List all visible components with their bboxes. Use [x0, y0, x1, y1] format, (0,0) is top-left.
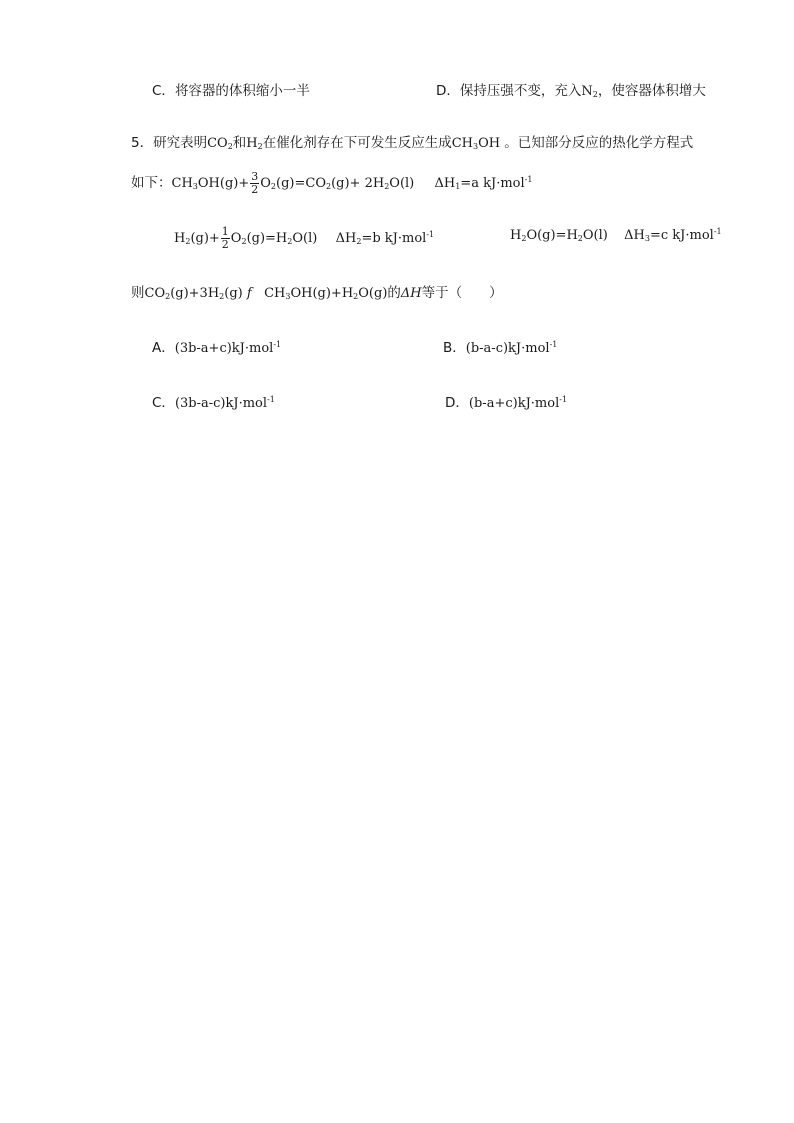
option-value: (3b-a+c)kJ·mol$^{-1}$: [174, 340, 282, 356]
option-letter: A．: [152, 340, 175, 356]
option-text: ，使容器体积增大: [597, 83, 706, 99]
stem-text: 则: [131, 285, 145, 301]
equation-2-line: [174, 226, 434, 251]
formula-h2: $H_2$: [246, 136, 263, 151]
prev-option-d: [436, 81, 706, 102]
option-text: 将容器的体积缩小一半: [174, 83, 310, 99]
equation-1: $CH_3OH(g)+$ $\frac{3}{2}$ $O_2(g)=CO_2(g)+ 2H_2O(l)$: [171, 170, 415, 196]
question-ask-line: [131, 283, 503, 304]
option-d[interactable]: [445, 393, 567, 414]
stem-text: 在催化剂存在下可发生反应生成: [262, 135, 452, 151]
option-letter: B．: [443, 340, 466, 356]
option-text: 保持压强不变，充入: [459, 83, 582, 99]
option-value: (b-a-c)kJ·mol$^{-1}$: [465, 340, 558, 356]
equation-3-line: [510, 226, 722, 246]
option-b[interactable]: [443, 338, 557, 359]
equation-3: $H_2O(g)=H_2O(l)$: [510, 228, 608, 243]
option-c[interactable]: [152, 393, 275, 414]
stem-text: 。已知部分反应的热化学方程式: [504, 135, 694, 151]
delta-h2: $\Delta H_2=b$ kJ·mol$^{-1}$: [335, 230, 435, 246]
stem-text: 如下：: [131, 175, 172, 191]
delta-h3: $\Delta H_3=c$ kJ·mol$^{-1}$: [624, 227, 722, 243]
stem-text: 和: [232, 135, 247, 151]
option-value: (3b-a-c)kJ·mol$^{-1}$: [174, 395, 275, 411]
stem-text: 等于（ ）: [421, 285, 503, 301]
delta-h-symbol: ΔH: [400, 286, 422, 301]
fraction-3-2: $\frac{3}{2}$: [251, 170, 259, 196]
option-letter: C．: [152, 395, 175, 411]
target-reaction: $CO_2(g)+3H_2(g)$ f $CH_3OH(g)+H_2O(g)$: [144, 286, 388, 301]
option-letter: D．: [436, 83, 460, 99]
question-5-stem-line-1: [131, 133, 693, 154]
formula-ch3oh: $CH_3OH$: [451, 136, 501, 151]
delta-h1: $\Delta H_1=a$ kJ·mol$^{-1}$: [434, 175, 533, 191]
fraction-1-2: $\frac{1}{2}$: [221, 225, 229, 251]
equation-1-line: [131, 171, 532, 196]
formula-co2: $CO_2$: [207, 136, 233, 151]
option-value: (b-a+c)kJ·mol$^{-1}$: [468, 395, 568, 411]
equation-2: $H_2(g)+$ $\frac{1}{2}$ $O_2(g)=H_2O(l)$: [174, 225, 318, 251]
question-number: 5．: [131, 135, 154, 151]
option-letter: D．: [445, 395, 469, 411]
option-letter: C．: [152, 83, 175, 99]
stem-text: 的: [387, 285, 401, 301]
prev-option-c: [152, 81, 310, 102]
formula-n2: $N_2$: [581, 84, 598, 99]
option-a[interactable]: [152, 338, 281, 359]
stem-text: 研究表明: [153, 135, 208, 151]
